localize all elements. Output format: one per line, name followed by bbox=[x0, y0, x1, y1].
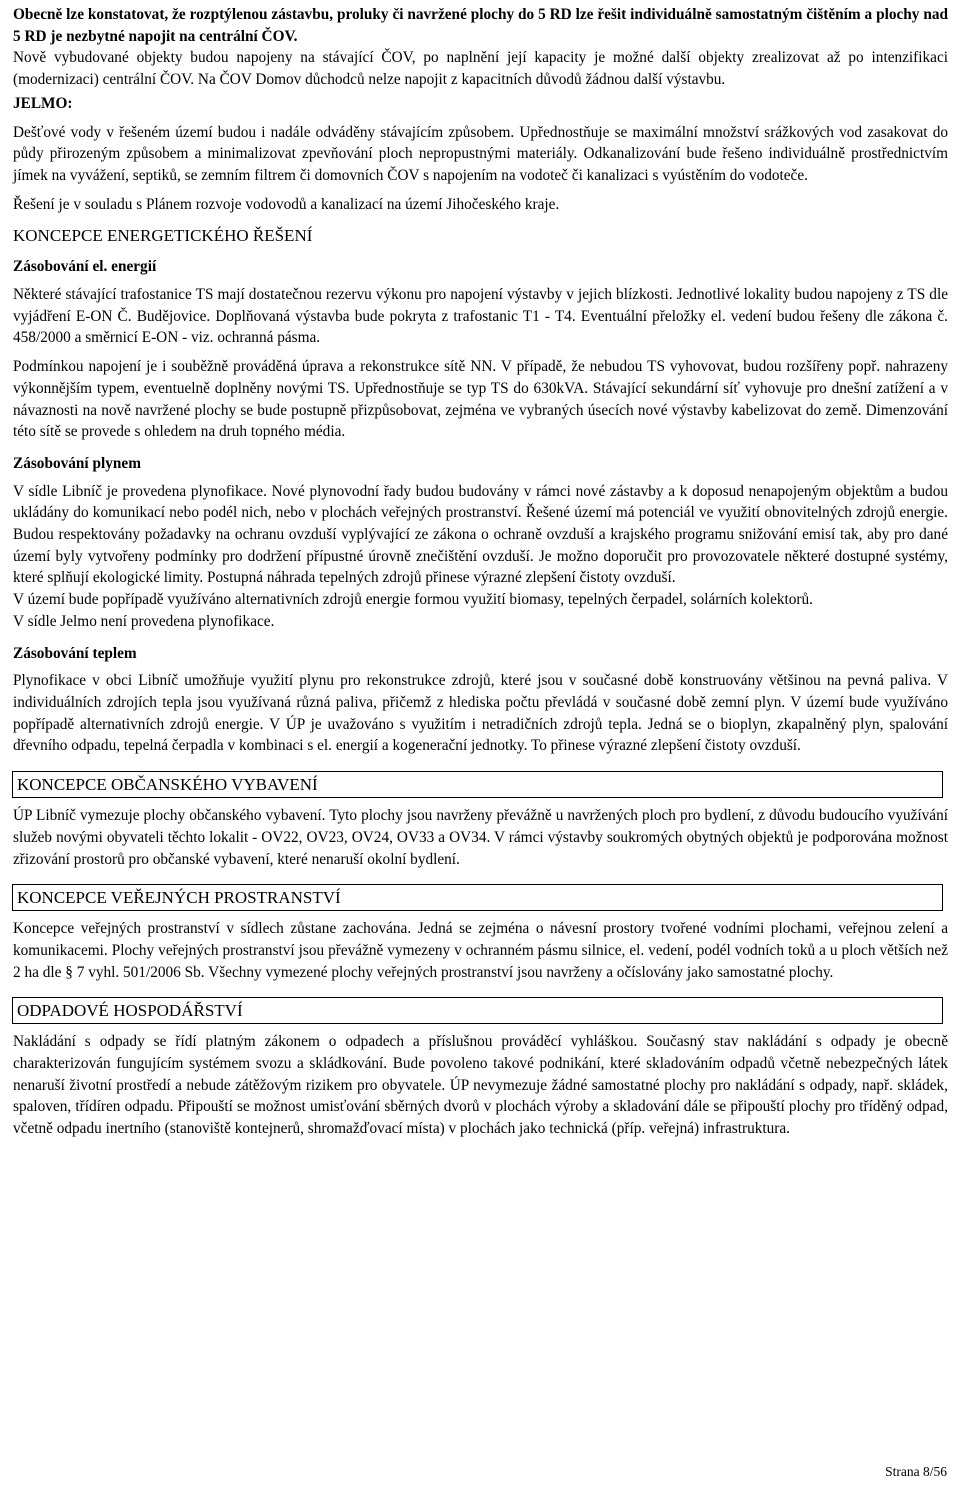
public-space-paragraph: Koncepce veřejných prostranství v sídlech zůstane zachována. Jedná se zejména o návesní prostory tvořené vodními plochami, veřejnou zelení a komunikacemi. Plochy veřejných prostranství jsou převážně vymezeny v ochranném pásmu silnice, el. vedení, podél vodních toků a u ploch větších než 2 ha dle § 7 vyhl. 501/2006 Sb. Všechny vymezené plochy veřejných prostranství jsou navrženy a očíslovány jako samostatné plochy. bbox=[13, 920, 948, 981]
page-number: Strana 8/56 bbox=[885, 1464, 947, 1479]
jelmo-plan-paragraph: Řešení je v souladu s Plánem rozvoje vodovodů a kanalizací na území Jihočeského kraje. bbox=[13, 195, 560, 213]
document-page bbox=[13, 4, 948, 1140]
gas-heading: Zásobování plynem bbox=[13, 454, 141, 472]
gas-paragraph-3: V sídle Jelmo není provedena plynofikace. bbox=[13, 612, 275, 630]
gas-paragraph-1: V sídle Libníč je provedena plynofikace. Nové plynovodní řady budou budovány v rámci nové zástavby a k doposud nenapojeným objektům a budou ukládány do komunikací nebo podél nich, nebo v plochách veřejných prostranství. Řešené území má potenciál ve využití obnovitelných zdrojů energie. Budou respektovány požadavky na ochranu ovzduší vyplývající ze zákona o ochraně ovzduší a krajského programu snižování emisí tak, aby pro dané území byly vytvořeny podmínky pro dodržení přípustné úrovně znečištění ovzduší. Je možno doporučit pro provozovatele některé dostupné systémy, které splňují ekologické limity. Postupná náhrada tepelných zdrojů přinese výrazné zlepšení čistoty ovzduší. bbox=[13, 482, 948, 587]
public-space-section-heading: KONCEPCE VEŘEJNÝCH PROSTRANSTVÍ bbox=[12, 884, 943, 911]
energy-section-heading: KONCEPCE ENERGETICKÉHO ŘEŠENÍ bbox=[13, 226, 313, 246]
waste-section-heading: ODPADOVÉ HOSPODÁŘSTVÍ bbox=[12, 997, 943, 1024]
heat-heading: Zásobování teplem bbox=[13, 644, 137, 662]
electricity-paragraph-1: Některé stávající trafostanice TS mají dostatečnou rezervu výkonu pro napojení výstavby v jejich blízkosti. Jednotlivé lokality budou napojeny z TS dle vyjádření E-ON Č. Budějovice. Doplňovaná výstavba bude pokryta z trafostanic T1 - T4. Eventuální přeložky el. vedení budou řešeny dle zákona č. 458/2000 a směrnicí E-ON - viz. ochranná pásma. bbox=[13, 286, 948, 347]
electricity-heading: Zásobování el. energií bbox=[13, 258, 157, 276]
heat-paragraph: Plynofikace v obci Libníč umožňuje využití plynu pro rekonstrukce zdrojů, které jsou v současné době konstruovány většinou na pevná paliva. V individuálních zdrojích tepla jsou využívaná různá paliva, přičemž z hlediska počtu převládá v současné době zemní plyn. V území bude využíváno popřípadě alternativních zdrojů energie. V ÚP je uvažováno s využitím i netradičních zdrojů tepla. Jedná se o bioplyn, zkapalněný plyn, spalování dřevního odpadu, tepelná čerpadla v kombinaci s el. energií a kogenerační jednotky. To přinese výrazné zlepšení čistoty ovzduší. bbox=[13, 672, 948, 755]
intro-paragraph: Nově vybudované objekty budou napojeny na stávající ČOV, po naplnění její kapacity je možné další objekty zrealizovat až po intenzifikaci (modernizaci) centrální ČOV. Na ČOV Domov důchodců nelze napojit z kapacitních důvodů žádnou další výstavbu. bbox=[13, 49, 948, 89]
civic-section-heading: KONCEPCE OBČANSKÉHO VYBAVENÍ bbox=[12, 771, 943, 798]
gas-paragraph-2: V území bude popřípadě využíváno alternativních zdrojů energie formou využití biomasy, tepelných čerpadel, solárních kolektorů. bbox=[13, 591, 814, 609]
jelmo-paragraph: Dešťové vody v řešeném území budou i nadále odváděny stávajícím způsobem. Upřednostňuje se maximální množství srážkových vod zasakovat do půdy přirozeným způsobem a minimalizovat zpevňování ploch nepropustnými materiály. Odkanalizování bude řešeno individuálně prostřednictvím jímek na vyvážení, septiků, se zemním filtrem či domovních ČOV s napojením na vodoteč či kanalizaci s vyústěním do vodoteče. bbox=[13, 123, 948, 184]
intro-bold-paragraph: Obecně lze konstatovat, že rozptýlenou zástavbu, proluky či navržené plochy do 5 RD lze řešit individuálně samostatným čištěním a plochy nad 5 RD je nezbytné napojit na centrální ČOV. bbox=[13, 6, 948, 45]
electricity-paragraph-2: Podmínkou napojení je i souběžně prováděná úprava a rekonstrukce sítě NN. V případě, že nebudou TS vyhovovat, budou rozšířeny popř. nahrazeny výkonnějším typem, eventuelně doplněny novými TS. Upřednostňuje se typ TS do 630kVA. Stávající sekundární síť vyhovuje pro dnešní zatížení a v návaznosti na nově navržené plochy se bude postupně přizpůsobovat, zejména ve vybraných úsecích nové výstavby kabelizovat do země. Dimenzování této sítě se provede s ohledem na druh topného média. bbox=[13, 358, 948, 441]
jelmo-heading: JELMO: bbox=[13, 94, 73, 112]
civic-paragraph: ÚP Libníč vymezuje plochy občanského vybavení. Tyto plochy jsou navrženy převážně u navržených ploch pro bydlení, z důvodu budoucího využívání služeb novými obyvateli těchto lokalit - OV22, OV23, OV24, OV33 a OV34. V rámci výstavby soukromých obytných objektů je podporována možnost zřizování prostorů pro občanské vybavení, které nenaruší okolní bydlení. bbox=[13, 807, 948, 868]
waste-paragraph: Nakládání s odpady se řídí platným zákonem o odpadech a příslušnou prováděcí vyhláškou. Současný stav nakládání s odpady je obecně charakterizován fungujícím systémem svozu a skládkování. Bude povoleno takové podnikání, které skladováním odpadů včetně nebezpečných látek nenaruší životní prostředí a nebude zátěžovým rizikem pro obyvatele. ÚP nevymezuje žádné samostatné plochy pro nakládání s odpady, např. skládek, spaloven, třídíren odpadu. Připouští se možnost umisťování sběrných dvorů v plochách výroby a skladování dále se připouští plochy pro tříděný odpad, včetně odpadu inertního (stanoviště kontejnerů, shromažďovací místa) v plochách jako technická (příp. veřejná) infrastruktura. bbox=[13, 1033, 948, 1138]
